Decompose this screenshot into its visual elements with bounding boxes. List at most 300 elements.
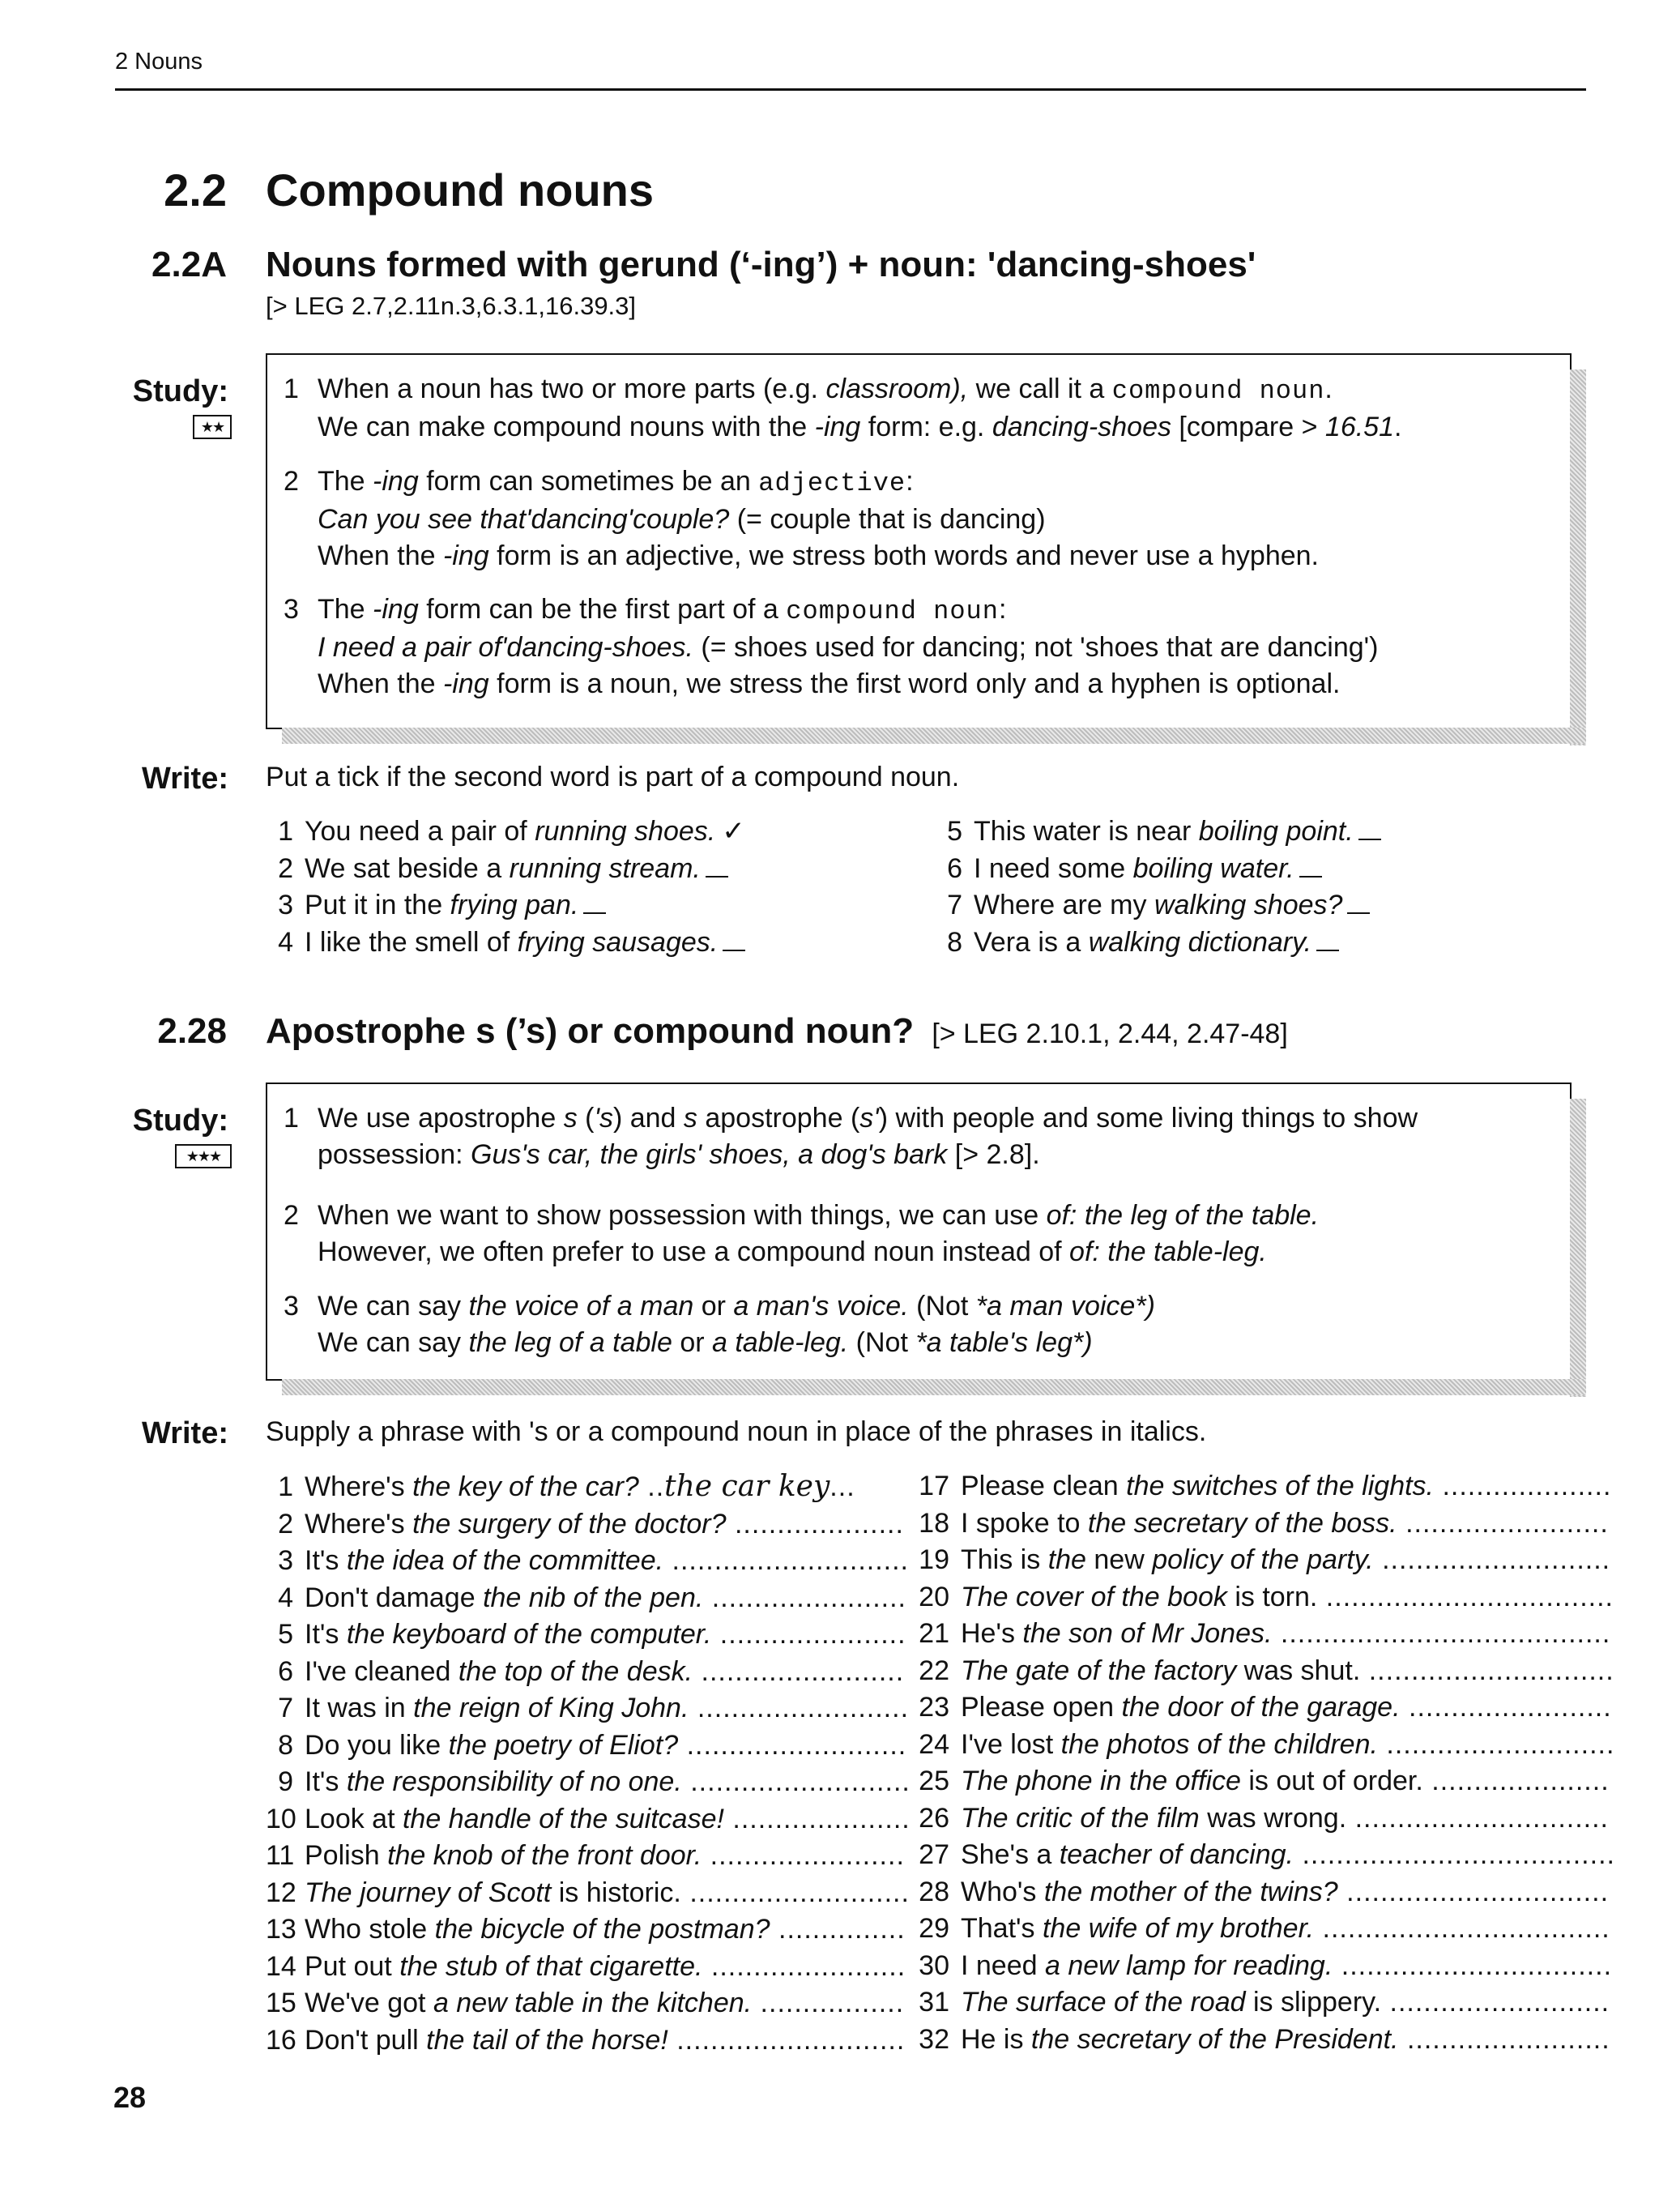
- item-text: the idea of the committee.: [346, 1545, 664, 1576]
- subsection-a-ref: [> LEG 2.7,2.11n.3,6.3.1,16.39.3]: [266, 292, 637, 320]
- study-label-b: Study:: [132, 1104, 228, 1138]
- study-point: [284, 371, 1554, 446]
- item-text: I've lost: [961, 1728, 1061, 1760]
- line-text: .: [1324, 374, 1333, 404]
- answer-dots[interactable]: ..........................: [680, 1877, 910, 1908]
- answer-dots[interactable]: ................................: [1333, 1949, 1613, 1981]
- item-text: We sat beside a: [305, 852, 510, 884]
- item-text: Polish: [305, 1840, 388, 1871]
- item-text: Do you like: [305, 1729, 449, 1761]
- exercise-item: [917, 1616, 1615, 1653]
- item-number: 8: [278, 1729, 293, 1761]
- line-text: or: [693, 1291, 734, 1322]
- line-text: ) with people and some living things to show: [878, 1103, 1418, 1134]
- point-number: 1: [284, 374, 299, 404]
- item-text: the reign of King John.: [413, 1693, 689, 1723]
- point-line: [318, 630, 1554, 666]
- box-shadow-bottom-a: [282, 728, 1586, 744]
- item-text: It's: [305, 1766, 347, 1797]
- answer-dots[interactable]: ........................: [693, 1655, 905, 1687]
- item-text: That's: [961, 1913, 1043, 1944]
- exercise-item: [917, 1984, 1615, 2022]
- item-number: 27: [919, 1839, 949, 1870]
- line-text: The: [318, 594, 373, 625]
- line-text: We can say: [318, 1327, 469, 1358]
- exercise-item: [266, 2022, 911, 2060]
- item-number: 5: [947, 816, 962, 847]
- line-text: -ing: [373, 594, 419, 625]
- difficulty-stars-b: ★★★: [175, 1144, 232, 1168]
- exercise-item: [266, 1764, 911, 1801]
- line-text: -ing: [442, 540, 489, 571]
- item-text: the bicycle of the postman?: [434, 1914, 770, 1945]
- item-number: 17: [919, 1471, 949, 1501]
- item-text: teacher of dancing.: [1059, 1839, 1294, 1870]
- line-text: :: [998, 594, 1007, 625]
- header-rule: [115, 88, 1586, 91]
- item-text: The phone in the office: [961, 1766, 1241, 1796]
- item-text: Who stole: [305, 1914, 435, 1945]
- difficulty-stars-a: ★★: [193, 415, 232, 439]
- exercise-item: [266, 1616, 911, 1654]
- item-number: 31: [919, 1987, 949, 2018]
- exercise-item: [917, 1653, 1615, 1690]
- item-text: Who's: [961, 1876, 1044, 1907]
- point-number: 2: [284, 466, 299, 497]
- line-text: form can be the first part of a: [418, 594, 787, 625]
- answer-dots[interactable]: ..................................: [1317, 1581, 1614, 1612]
- item-number: 22: [919, 1655, 949, 1686]
- line-text: dancing-shoes: [992, 412, 1171, 442]
- exercise-item: [266, 1985, 911, 2022]
- line-text: *a man voice*): [975, 1291, 1155, 1322]
- exercise-a-right: [930, 813, 1381, 961]
- answer-dots[interactable]: ......................: [711, 1619, 906, 1650]
- study-point: [284, 1198, 1554, 1270]
- line-text: .: [1394, 412, 1402, 442]
- item-number: 16: [266, 2024, 296, 2056]
- item-number: 21: [919, 1618, 949, 1649]
- line-text: a man's voice.: [733, 1291, 909, 1322]
- exercise-item: [266, 1801, 911, 1838]
- line-text: compound noun: [786, 596, 999, 626]
- exercise-item: [266, 1949, 911, 1986]
- exercise-item: [266, 1543, 911, 1580]
- point-number: 1: [284, 1103, 299, 1134]
- item-text: Look at: [305, 1803, 403, 1834]
- item-number: 29: [919, 1913, 949, 1944]
- study-point: [284, 1288, 1554, 1361]
- answer-dots[interactable]: .......................................: [1272, 1618, 1611, 1649]
- line-text: ) and: [612, 1103, 684, 1134]
- answer-dots[interactable]: ..................................: [1314, 1913, 1610, 1944]
- item-text: Where are my: [974, 890, 1154, 920]
- exercise-item: [266, 887, 745, 925]
- item-number: 3: [278, 890, 293, 920]
- exercise-item: [930, 887, 1381, 925]
- item-text: Put out: [305, 1950, 400, 1982]
- exercise-item: [266, 925, 745, 962]
- line-text: (= shoes used for dancing; not 'shoes that are dancing'): [693, 632, 1379, 663]
- item-text: frying pan.: [450, 890, 579, 920]
- answer-dots[interactable]: ..........................: [678, 1729, 907, 1761]
- exercise-item: [266, 1690, 911, 1727]
- item-number: 2: [278, 1508, 293, 1539]
- answer-dots[interactable]: ...........................: [667, 2024, 906, 2056]
- item-number: 7: [947, 890, 962, 920]
- line-text: 16.51: [1324, 412, 1394, 442]
- item-number: 20: [919, 1581, 949, 1612]
- exercise-item: [266, 1506, 911, 1544]
- item-text: The cover of the book: [961, 1581, 1227, 1612]
- item-text: He's: [961, 1618, 1023, 1649]
- item-number: 32: [919, 2023, 949, 2055]
- point-line: [318, 1198, 1554, 1234]
- exercise-item: [266, 1654, 911, 1691]
- line-text: possession:: [318, 1139, 471, 1170]
- item-text: Don't pull: [305, 2024, 427, 2056]
- exercise-item: [266, 1468, 911, 1506]
- item-text: frying sausages.: [517, 926, 719, 958]
- item-text: the wife of my brother.: [1042, 1913, 1315, 1944]
- item-text: was wrong.: [1199, 1802, 1347, 1834]
- item-text: walking dictionary.: [1088, 926, 1312, 958]
- exercise-item: [917, 1763, 1615, 1800]
- exercise-item: [917, 1911, 1615, 1948]
- line-text: adjective: [758, 468, 906, 498]
- point-line: [318, 538, 1554, 574]
- exercise-item: [917, 2022, 1615, 2059]
- line-text: apostrophe (: [697, 1103, 860, 1134]
- item-number: 1: [278, 816, 293, 847]
- item-text: She's a: [961, 1839, 1060, 1870]
- item-text: I need: [961, 1949, 1045, 1981]
- line-text: or: [672, 1327, 712, 1358]
- exercise-item: [930, 925, 1381, 962]
- point-line: [318, 1325, 1554, 1361]
- answer-dots[interactable]: .......................: [702, 1950, 906, 1982]
- line-text: of: the table-leg.: [1069, 1236, 1267, 1267]
- answer-dots[interactable]: ........................: [1400, 1692, 1612, 1723]
- page-number: 28: [113, 2081, 147, 2114]
- exercise-item: [917, 1837, 1615, 1874]
- exercise-item: [930, 851, 1381, 888]
- point-number: 3: [284, 1291, 299, 1322]
- item-text: is slippery.: [1245, 1987, 1382, 2018]
- line-text: form is an adjective, we stress both words and never use a hyphen.: [488, 540, 1320, 571]
- item-text: Where's: [305, 1508, 413, 1539]
- line-text: When a noun has two or more parts (e.g.: [318, 374, 826, 404]
- answer-tick-mark: ✓: [722, 815, 745, 848]
- line-text: the voice of a man: [468, 1291, 694, 1322]
- line-text: (= couple that is dancing): [729, 504, 1046, 535]
- point-line: [318, 666, 1554, 702]
- exercise-a-left: [266, 813, 745, 961]
- item-number: 1: [278, 1471, 293, 1502]
- item-text: It's: [305, 1545, 347, 1576]
- item-text: The gate of the factory: [961, 1655, 1237, 1686]
- item-text: I like the smell of: [305, 926, 518, 958]
- exercise-item: [917, 1948, 1615, 1985]
- exercise-item: [930, 813, 1381, 851]
- subsection-b-title-text: Apostrophe s (’s) or compound noun?: [266, 1011, 915, 1051]
- point-line: [318, 409, 1554, 446]
- item-number: 5: [278, 1619, 293, 1650]
- item-number: 19: [919, 1544, 949, 1575]
- item-text: the door of the garage.: [1121, 1692, 1401, 1723]
- line-text: (Not: [848, 1327, 916, 1358]
- point-number: 2: [284, 1200, 299, 1231]
- item-text: the nib of the pen.: [483, 1582, 704, 1613]
- subsection-b-title: [266, 1011, 1288, 1052]
- exercise-item: [266, 1911, 911, 1949]
- subsection-b-number: 2.28: [157, 1011, 227, 1051]
- item-number: 11: [266, 1840, 295, 1871]
- line-text: However, we often prefer to use a compound noun instead of: [318, 1236, 1070, 1267]
- item-text: the photos of the children.: [1060, 1728, 1378, 1760]
- point-line: [318, 591, 1554, 630]
- line-text: When we want to show possession with things, we can use: [318, 1200, 1047, 1231]
- item-number: 8: [947, 926, 962, 958]
- subsection-a-number: 2.2A: [151, 245, 227, 284]
- exercise-item: [917, 1727, 1615, 1764]
- line-text: Gus's car, the girls' shoes, a dog's bark: [471, 1139, 948, 1170]
- item-number: 23: [919, 1692, 949, 1723]
- write-label-a: Write:: [142, 762, 228, 796]
- answer-blank[interactable]: [1316, 929, 1339, 951]
- item-text: running shoes.: [535, 816, 716, 847]
- item-text: the responsibility of no one.: [346, 1766, 682, 1797]
- answer-dots[interactable]: ..............................: [1346, 1802, 1609, 1834]
- line-text: -ing: [373, 466, 419, 497]
- line-text: -ing: [814, 412, 861, 442]
- line-text: (Not: [908, 1291, 976, 1322]
- instruction-b: Supply a phrase with 's or a compound noun in place of the phrases in italics.: [266, 1416, 1207, 1447]
- item-number: 9: [278, 1766, 293, 1797]
- item-text: Where's: [305, 1471, 413, 1502]
- line-text: we call it a: [968, 374, 1112, 404]
- exercise-item: [266, 1838, 911, 1875]
- item-text: the handle of the suitcase!: [402, 1803, 724, 1834]
- point-number: 3: [284, 594, 299, 625]
- item-text: is torn.: [1226, 1581, 1318, 1612]
- instruction-a: Put a tick if the second word is part of a compound noun.: [266, 762, 960, 792]
- exercise-item: [917, 1579, 1615, 1616]
- item-text: the stub of that cigarette.: [399, 1950, 703, 1982]
- line-text: We can say: [318, 1291, 469, 1322]
- exercise-item: [266, 1580, 911, 1617]
- point-line: [318, 1288, 1554, 1325]
- answer-dots[interactable]: .................: [752, 1988, 905, 2018]
- item-text: Put it in the: [305, 890, 450, 920]
- item-text: boiling water.: [1132, 852, 1294, 884]
- answer-blank[interactable]: [583, 891, 606, 914]
- item-text: I've cleaned: [305, 1655, 458, 1687]
- item-number: 3: [278, 1545, 293, 1576]
- item-text: Please clean: [961, 1471, 1127, 1501]
- item-text: the mother of the twins?: [1043, 1876, 1338, 1907]
- item-number: 12: [266, 1877, 296, 1908]
- point-line: [318, 463, 1554, 502]
- item-text: You need a pair of: [305, 816, 535, 847]
- answer-blank[interactable]: [1347, 891, 1370, 914]
- item-text: the switches of the lights.: [1126, 1471, 1435, 1501]
- item-number: 4: [278, 926, 293, 958]
- line-text: [> 2.8].: [947, 1139, 1040, 1170]
- line-text: When the: [318, 668, 443, 699]
- answer-dots[interactable]: .......................: [703, 1582, 907, 1613]
- write-label-b: Write:: [142, 1416, 228, 1450]
- answer-dots: ..: [638, 1471, 665, 1502]
- item-text: boiling point.: [1198, 816, 1354, 847]
- exercise-item: [266, 851, 745, 888]
- item-number: 10: [266, 1803, 296, 1834]
- line-text: of: the leg of the table.: [1046, 1200, 1320, 1231]
- answer-dots[interactable]: .....................: [723, 1803, 911, 1834]
- item-number: 6: [278, 1655, 293, 1687]
- exercise-item: [917, 1468, 1615, 1505]
- item-text: the knob of the front door.: [387, 1840, 702, 1871]
- answer-dots[interactable]: .........................: [689, 1693, 910, 1723]
- running-head: 2 Nouns: [115, 49, 203, 75]
- item-number: 18: [919, 1507, 949, 1539]
- item-text: the tail of the horse!: [426, 2024, 668, 2056]
- study-label-a: Study:: [132, 374, 228, 408]
- item-text: It's: [305, 1619, 347, 1650]
- study-box-b: [266, 1083, 1572, 1381]
- subsection-b-ref: [> LEG 2.10.1, 2.44, 2.47-48]: [932, 1018, 1288, 1049]
- box-shadow-right-a: [1570, 369, 1586, 745]
- point-line: [318, 1100, 1554, 1137]
- item-text: I spoke to: [961, 1507, 1088, 1539]
- study-point: [284, 463, 1554, 574]
- answer-dots[interactable]: ...............................: [1337, 1876, 1610, 1907]
- item-text: I need some: [974, 852, 1133, 884]
- item-number: 25: [919, 1766, 949, 1796]
- answer-dots[interactable]: .............................: [1360, 1655, 1614, 1686]
- exercise-item: [266, 1727, 911, 1765]
- line-text: [compare >: [1171, 412, 1325, 442]
- item-number: 2: [278, 852, 293, 884]
- item-text: the poetry of Eliot?: [448, 1729, 679, 1761]
- item-text: The journey of Scott: [305, 1877, 552, 1908]
- box-shadow-bottom-b: [282, 1379, 1586, 1395]
- item-number: 26: [919, 1802, 949, 1834]
- item-number: 7: [278, 1693, 293, 1723]
- item-text: We've got: [305, 1988, 433, 2018]
- item-text: is out of order.: [1240, 1766, 1423, 1796]
- answer-dots: ...: [830, 1471, 855, 1502]
- point-line: [318, 1234, 1554, 1270]
- section-title: Compound nouns: [266, 164, 655, 216]
- study-point: [284, 1100, 1554, 1173]
- exercise-item: [917, 1505, 1615, 1543]
- line-text: I need a pair of'dancing-shoes.: [318, 632, 693, 663]
- answer-dots[interactable]: ....................: [1434, 1471, 1612, 1501]
- answer-dots[interactable]: ........................: [1398, 2023, 1610, 2055]
- item-text: Don't damage: [305, 1582, 484, 1613]
- study-box-a: [266, 353, 1572, 729]
- line-text: (: [577, 1103, 595, 1134]
- line-text: The: [318, 466, 373, 497]
- item-text: the son of Mr Jones.: [1022, 1618, 1273, 1649]
- item-text: a new lamp for reading.: [1044, 1949, 1333, 1981]
- exercise-item: [917, 1874, 1615, 1911]
- answer-dots[interactable]: .....................................: [1294, 1839, 1615, 1870]
- item-text: It was in: [305, 1693, 414, 1723]
- item-text: the keyboard of the computer.: [346, 1619, 712, 1650]
- exercise-item: [266, 813, 745, 851]
- item-text: the top of the desk.: [458, 1655, 693, 1687]
- line-text: :: [906, 466, 914, 497]
- answer-dots[interactable]: .....................: [1422, 1766, 1610, 1796]
- item-text: Please open: [961, 1692, 1122, 1723]
- exercise-item: [917, 1542, 1615, 1579]
- item-text: The surface of the road: [961, 1987, 1246, 2018]
- answer-dots[interactable]: ........................: [1397, 1507, 1609, 1539]
- line-text: *a table's leg*): [915, 1327, 1093, 1358]
- item-number: 28: [919, 1876, 949, 1907]
- exercise-b-right: [917, 1468, 1615, 2058]
- item-text: running stream.: [509, 852, 701, 884]
- study-point: [284, 591, 1554, 702]
- line-text: form is a noun, we stress the first word only and a hyphen is optional.: [488, 668, 1341, 699]
- exercise-item: [917, 1689, 1615, 1727]
- item-number: 30: [919, 1949, 949, 1981]
- exercise-item: [917, 1800, 1615, 1838]
- line-text: We use apostrophe: [318, 1103, 564, 1134]
- line-text: s: [563, 1103, 578, 1134]
- item-text: the secretary of the boss.: [1087, 1507, 1397, 1539]
- item-number: 4: [278, 1582, 293, 1613]
- item-text: the: [1047, 1544, 1086, 1575]
- line-text: s: [683, 1103, 697, 1134]
- point-line: [318, 371, 1554, 409]
- answer-dots[interactable]: ...........................: [1373, 1544, 1611, 1575]
- line-text: s': [859, 1103, 879, 1134]
- exercise-b-left: [266, 1468, 911, 2059]
- answer-dots[interactable]: ..........................: [681, 1766, 911, 1797]
- answer-dots[interactable]: ....................: [726, 1508, 904, 1539]
- answer-dots[interactable]: ...............: [770, 1914, 906, 1945]
- item-text: walking shoes?: [1154, 890, 1343, 920]
- line-text: compound noun: [1111, 376, 1325, 406]
- exercise-item: [266, 1875, 911, 1912]
- answer-blank[interactable]: [1299, 855, 1322, 878]
- point-line: [318, 502, 1554, 538]
- line-text: -ing: [442, 668, 489, 699]
- answer-dots[interactable]: .......................: [702, 1840, 905, 1871]
- line-text: the leg of a table: [468, 1327, 672, 1358]
- section-number: 2.2: [164, 164, 227, 216]
- item-text: the key of the car?: [412, 1471, 639, 1502]
- answer-blank[interactable]: [1358, 818, 1381, 840]
- answer-dots[interactable]: ...........................: [1377, 1728, 1615, 1760]
- line-text: Can you see that'dancing'couple?: [318, 504, 730, 535]
- answer-dots[interactable]: ..........................: [1381, 1987, 1610, 2018]
- item-number: 15: [266, 1988, 296, 2018]
- line-text: 's: [594, 1103, 613, 1134]
- handwritten-answer: the car key: [664, 1470, 830, 1503]
- point-line: [318, 1137, 1554, 1173]
- answer-blank[interactable]: [723, 929, 745, 951]
- answer-blank[interactable]: [706, 855, 728, 878]
- answer-dots[interactable]: ............................: [663, 1545, 910, 1576]
- line-text: form can sometimes be an: [418, 466, 759, 497]
- item-text: new: [1085, 1544, 1153, 1575]
- item-text: The critic of the film: [961, 1802, 1200, 1834]
- item-text: Vera is a: [974, 926, 1089, 958]
